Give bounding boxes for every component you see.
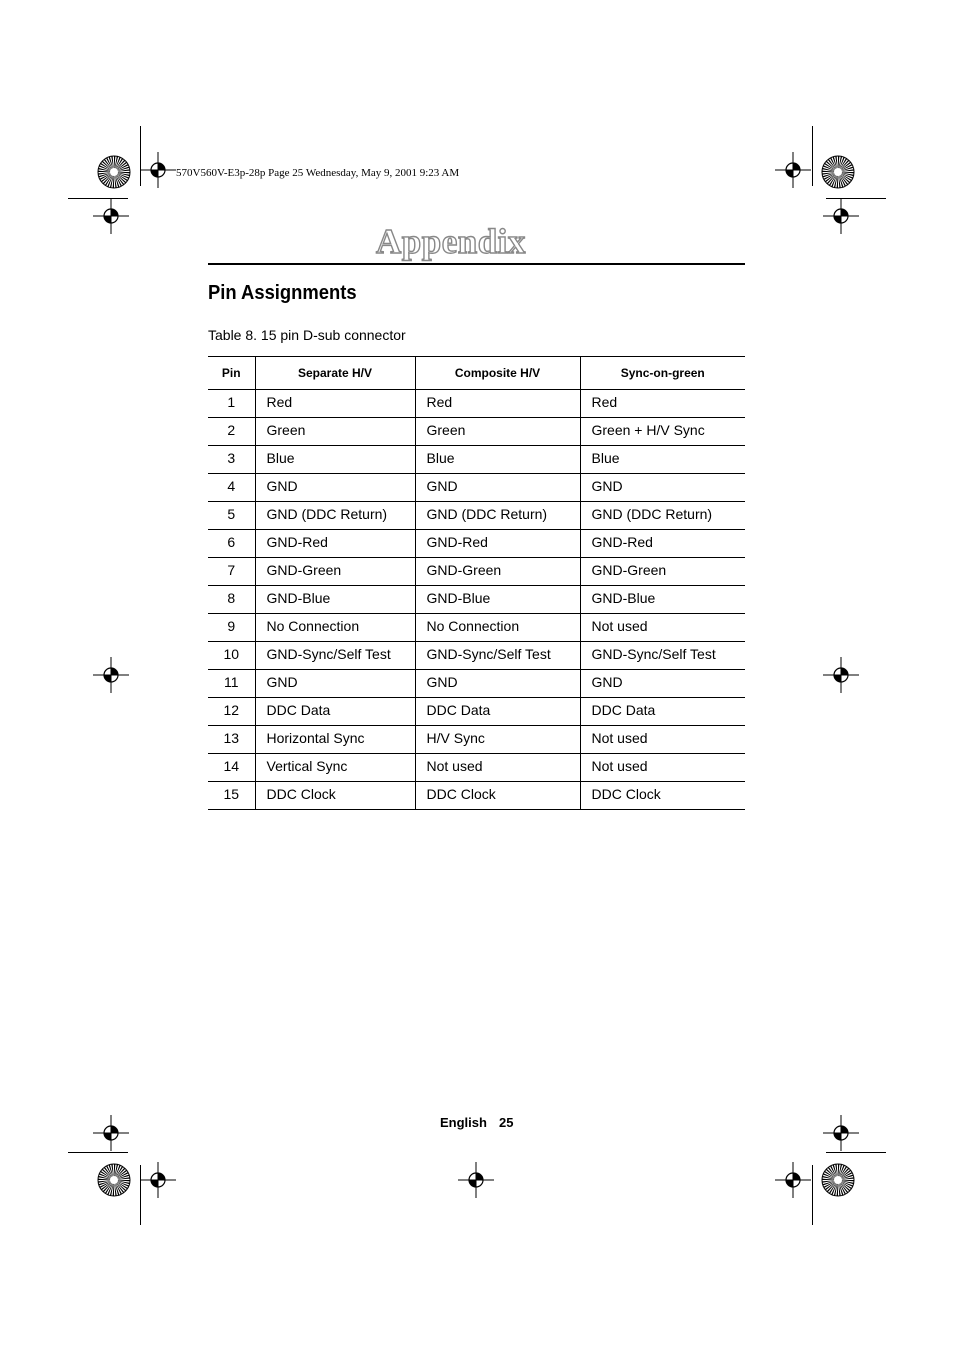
table-row [208,698,745,726]
cell-separate-hv: Horizontal Sync [255,726,415,754]
cell-pin: 1 [208,390,255,418]
cell-separate-hv: Blue [255,446,415,474]
header-pin: Pin [208,357,255,390]
cell-separate-hv: No Connection [255,614,415,642]
star-target-icon [96,1162,132,1198]
registration-target-icon [456,1160,496,1200]
cell-composite-hv: Red [415,390,580,418]
cell-sync-on-green: Not used [580,614,745,642]
cell-sync-on-green: DDC Clock [580,782,745,810]
cell-pin: 2 [208,418,255,446]
registration-target-icon [91,655,131,695]
cell-composite-hv: GND-Blue [415,586,580,614]
table-row [208,670,745,698]
cell-pin: 13 [208,726,255,754]
cell-sync-on-green: Blue [580,446,745,474]
cell-pin: 5 [208,502,255,530]
cell-composite-hv: H/V Sync [415,726,580,754]
cell-sync-on-green: Red [580,390,745,418]
cell-pin: 10 [208,642,255,670]
cell-separate-hv: GND-Blue [255,586,415,614]
cell-pin: 8 [208,586,255,614]
print-slug: 570V560V-E3p-28p Page 25 Wednesday, May 9, 2001 9:23 AM [176,167,460,179]
cell-sync-on-green: GND (DDC Return) [580,502,745,530]
registration-target-icon [91,1113,131,1153]
registration-target-icon [773,1160,813,1200]
table-row [208,474,745,502]
table-row [208,390,745,418]
cell-composite-hv: GND (DDC Return) [415,502,580,530]
cell-sync-on-green: GND [580,474,745,502]
cell-pin: 7 [208,558,255,586]
cell-separate-hv: GND [255,474,415,502]
table-row [208,558,745,586]
cell-separate-hv: Red [255,390,415,418]
cell-pin: 4 [208,474,255,502]
header-composite-hv: Composite H/V [415,357,580,390]
table-row [208,530,745,558]
table-row [208,726,745,754]
cell-composite-hv: Green [415,418,580,446]
table-caption: Table 8. 15 pin D-sub connector [208,327,406,343]
heading-rule [208,263,745,265]
pin-assignment-table [208,356,745,810]
registration-target-icon [138,1160,178,1200]
star-target-icon [820,154,856,190]
cell-composite-hv: DDC Clock [415,782,580,810]
cell-pin: 15 [208,782,255,810]
header-separate-hv: Separate H/V [255,357,415,390]
table-row [208,642,745,670]
cell-sync-on-green: DDC Data [580,698,745,726]
cell-separate-hv: DDC Clock [255,782,415,810]
cell-separate-hv: Vertical Sync [255,754,415,782]
table-body [208,390,745,810]
cell-separate-hv: GND-Sync/Self Test [255,642,415,670]
cell-separate-hv: DDC Data [255,698,415,726]
cell-composite-hv: GND-Red [415,530,580,558]
cell-sync-on-green: Green + H/V Sync [580,418,745,446]
cell-composite-hv: DDC Data [415,698,580,726]
cell-pin: 6 [208,530,255,558]
table-row [208,754,745,782]
table-header-row [208,357,745,390]
table-row [208,446,745,474]
registration-target-icon [91,196,131,236]
cell-composite-hv: No Connection [415,614,580,642]
table-row [208,782,745,810]
star-target-icon [820,1162,856,1198]
page-number: 25 [499,1115,514,1130]
cell-sync-on-green: Not used [580,726,745,754]
table-row [208,614,745,642]
table-row [208,586,745,614]
cell-composite-hv: Blue [415,446,580,474]
registration-target-icon [821,1113,861,1153]
cell-separate-hv: Green [255,418,415,446]
cell-composite-hv: Not used [415,754,580,782]
cell-separate-hv: GND (DDC Return) [255,502,415,530]
registration-target-icon [821,655,861,695]
chapter-heading: Appendix [376,222,526,261]
cell-pin: 9 [208,614,255,642]
cell-separate-hv: GND [255,670,415,698]
cell-pin: 3 [208,446,255,474]
cell-pin: 14 [208,754,255,782]
cell-separate-hv: GND-Green [255,558,415,586]
table-row [208,418,745,446]
cell-composite-hv: GND-Green [415,558,580,586]
star-target-icon [96,154,132,190]
cell-sync-on-green: GND-Blue [580,586,745,614]
cell-pin: 11 [208,670,255,698]
registration-target-icon [138,150,178,190]
header-sync-on-green: Sync-on-green [580,357,745,390]
cell-separate-hv: GND-Red [255,530,415,558]
section-title: Pin Assignments [208,282,357,304]
cell-sync-on-green: GND-Red [580,530,745,558]
cell-composite-hv: GND-Sync/Self Test [415,642,580,670]
registration-target-icon [773,150,813,190]
registration-target-icon [821,196,861,236]
cell-sync-on-green: GND-Sync/Self Test [580,642,745,670]
cell-sync-on-green: Not used [580,754,745,782]
cell-composite-hv: GND [415,474,580,502]
table-row [208,502,745,530]
cell-pin: 12 [208,698,255,726]
cell-sync-on-green: GND [580,670,745,698]
cell-composite-hv: GND [415,670,580,698]
cell-sync-on-green: GND-Green [580,558,745,586]
footer-language: English [440,1115,487,1130]
